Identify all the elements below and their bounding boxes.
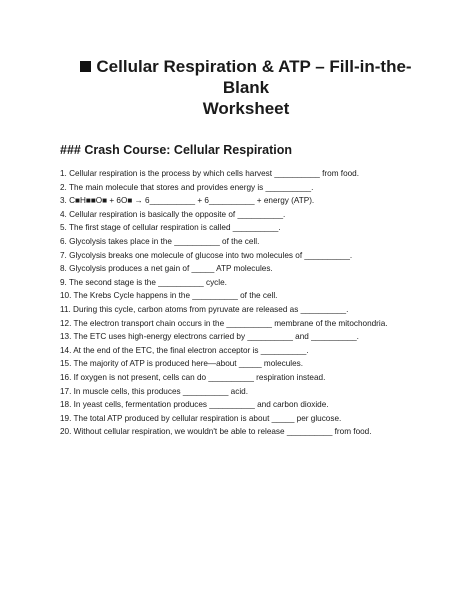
question-item: 18. In yeast cells, fermentation produces __________ and carbon dioxide. <box>60 400 329 410</box>
question-item: 7. Glycolysis breaks one molecule of glucose into two molecules of __________. <box>60 250 353 260</box>
question-item: 12. The electron transport chain occurs in the __________ membrane of the mitochondria. <box>60 318 388 328</box>
question-item: 14. At the end of the ETC, the final electron acceptor is __________. <box>60 345 309 355</box>
question-list <box>58 167 430 439</box>
question-item: 3. C■H■■O■ + 6O■ → 6__________ + 6__________ + energy (ATP). <box>60 196 315 206</box>
section-heading: ### Crash Course: Cellular Respiration <box>60 143 293 157</box>
question-item: 1. Cellular respiration is the process by which cells harvest __________ from food. <box>60 169 359 178</box>
question-item: 9. The second stage is the __________ cycle. <box>60 277 227 287</box>
question-item: 10. The Krebs Cycle happens in the __________ of the cell. <box>60 291 278 301</box>
question-item: 4. Cellular respiration is basically the opposite of __________. <box>60 209 286 219</box>
question-item: 11. During this cycle, carbon atoms from pyruvate are released as __________. <box>60 304 349 314</box>
question-item: 6. Glycolysis takes place in the __________ of the cell. <box>60 236 260 246</box>
square-bullet-icon <box>80 61 91 72</box>
question-item: 20. Without cellular respiration, we wouldn't be able to release __________ from food. <box>60 427 372 437</box>
title-line-2: Worksheet <box>202 99 290 118</box>
question-item: 16. If oxygen is not present, cells can do __________ respiration instead. <box>60 372 326 382</box>
question-item: 15. The majority of ATP is produced here—about _____ molecules. <box>60 359 304 369</box>
worksheet-title <box>58 56 430 119</box>
question-item: 5. The first stage of cellular respiration is called __________. <box>60 223 281 233</box>
question-item: 17. In muscle cells, this produces __________ acid. <box>60 386 248 396</box>
question-item: 2. The main molecule that stores and provides energy is __________. <box>60 182 314 192</box>
title-line-1: Cellular Respiration & ATP – Fill-in-the-Blank <box>96 57 412 97</box>
question-item: 19. The total ATP produced by cellular respiration is about _____ per glucose. <box>60 413 342 423</box>
question-item: 8. Glycolysis produces a net gain of _____ ATP molecules. <box>60 264 273 274</box>
question-item: 13. The ETC uses high-energy electrons carried by __________ and __________. <box>60 332 359 342</box>
